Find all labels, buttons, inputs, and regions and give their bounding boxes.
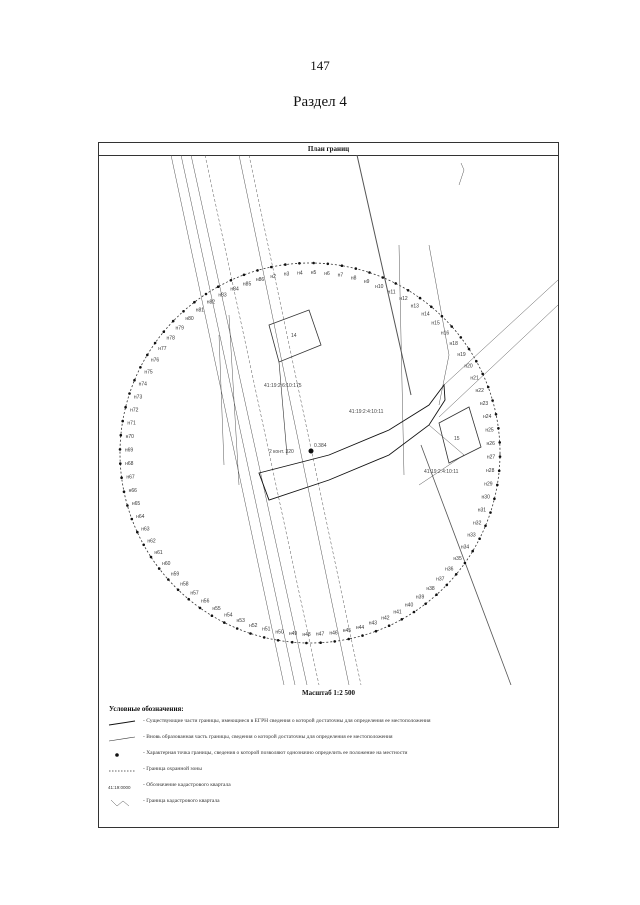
boundary-point bbox=[205, 293, 208, 296]
boundary-point bbox=[487, 386, 490, 389]
boundary-point bbox=[263, 636, 266, 639]
boundary-point bbox=[154, 342, 157, 345]
boundary-point bbox=[327, 263, 330, 266]
legend-item bbox=[107, 749, 547, 761]
legend-text: - Характерная точка границы, сведения о которой позволяют однозначно определить ее положение на местности bbox=[143, 750, 408, 756]
boundary-point-label: н40 bbox=[404, 602, 414, 609]
boundary-point bbox=[498, 470, 501, 473]
legend-item bbox=[107, 781, 547, 793]
road-line bbox=[439, 305, 558, 417]
boundary-point-label: н66 bbox=[128, 487, 137, 494]
road-line bbox=[421, 445, 511, 685]
point-code-label: 0.384 bbox=[314, 443, 327, 449]
boundary-point-label: н23 bbox=[479, 401, 489, 407]
boundary-point bbox=[139, 366, 142, 369]
boundary-point-label: н54 bbox=[224, 612, 233, 619]
section-title: Раздел 4 bbox=[293, 94, 347, 110]
boundary-point-label: н73 bbox=[133, 394, 143, 401]
boundary-point-label: н25 bbox=[485, 427, 494, 434]
boundary-point bbox=[249, 632, 252, 635]
boundary-point bbox=[341, 264, 344, 267]
boundary-point-label: н29 bbox=[484, 481, 493, 488]
boundary-point bbox=[256, 269, 259, 272]
boundary-point bbox=[150, 556, 153, 559]
road-line bbox=[229, 315, 239, 485]
boundary-point bbox=[499, 455, 502, 458]
boundary-point bbox=[133, 379, 136, 382]
boundary-point bbox=[471, 550, 474, 553]
parcel-b bbox=[439, 407, 481, 463]
boundary-point-label: н35 bbox=[453, 555, 462, 562]
boundary-point-label: н38 bbox=[426, 586, 435, 592]
boundary-point bbox=[424, 603, 427, 606]
boundary-point-label: н10 bbox=[375, 283, 384, 290]
parcel-a-label: 14 bbox=[291, 333, 297, 339]
boundary-point-label: н50 bbox=[275, 629, 284, 636]
boundary-point bbox=[298, 262, 301, 265]
boundary-point-label: н59 bbox=[170, 571, 180, 578]
boundary-point bbox=[435, 593, 438, 596]
page-number: 147 bbox=[310, 58, 330, 73]
boundary-point bbox=[401, 618, 404, 621]
boundary-point-label: н27 bbox=[486, 454, 496, 461]
legend-title: Условные обозначения: bbox=[109, 705, 184, 713]
boundary-point bbox=[211, 614, 214, 617]
boundary-point-label: н57 bbox=[190, 590, 199, 597]
boundary-point bbox=[223, 621, 226, 624]
boundary-point bbox=[119, 462, 122, 465]
legend-item bbox=[107, 717, 547, 729]
boundary-point-label: н74 bbox=[138, 381, 147, 388]
boundary-point-label: н2 bbox=[270, 273, 276, 280]
boundary-point-label: н7 bbox=[337, 272, 344, 279]
boundary-point-label: н15 bbox=[431, 320, 440, 327]
boundary-point bbox=[305, 642, 308, 645]
boundary-point-label: н43 bbox=[368, 620, 378, 627]
boundary-point bbox=[123, 490, 126, 493]
boundary-point-label: н9 bbox=[363, 279, 370, 286]
boundary-point bbox=[430, 306, 433, 309]
boundary-point bbox=[484, 525, 487, 528]
legend-text: - Вновь образованная часть границы, сведения о которой достаточны для определения ее местоположения bbox=[143, 734, 393, 740]
legend-item bbox=[107, 733, 547, 745]
solid-line-icon bbox=[107, 717, 137, 729]
boundary-point bbox=[491, 399, 494, 402]
boundary-point-label: н80 bbox=[185, 316, 194, 322]
boundary-point-label: н42 bbox=[381, 615, 390, 622]
new-boundary bbox=[259, 385, 445, 500]
point-note-label: 2 конт. 320 bbox=[269, 449, 294, 455]
boundary-point-label: н56 bbox=[201, 598, 210, 605]
legend-item bbox=[107, 765, 547, 777]
quarter-code-sample: 41:19:0000 bbox=[108, 785, 131, 790]
boundary-point bbox=[413, 611, 416, 614]
boundary-point bbox=[172, 320, 175, 323]
boundary-point bbox=[243, 274, 246, 277]
road-line bbox=[357, 155, 411, 395]
legend-text: - Существующие части границы, имеющиеся в ЕГРН сведения о которой достаточны для определения ее местоположения bbox=[143, 718, 431, 724]
boundary-point bbox=[455, 573, 458, 576]
boundary-point-label: н20 bbox=[464, 363, 473, 370]
boundary-point bbox=[158, 567, 161, 570]
boundary-point-label: н53 bbox=[236, 618, 245, 625]
boundary-point bbox=[355, 267, 358, 270]
boundary-point-label: н32 bbox=[473, 520, 482, 527]
boundary-point bbox=[312, 262, 315, 265]
boundary-point bbox=[493, 498, 496, 501]
road-line bbox=[459, 163, 464, 185]
boundary-point bbox=[284, 263, 287, 266]
boundary-point bbox=[230, 279, 233, 282]
boundary-point bbox=[126, 504, 129, 507]
boundary-point bbox=[475, 360, 478, 363]
boundary-point bbox=[368, 271, 371, 274]
boundary-point-label: н3 bbox=[283, 271, 290, 278]
boundary-point-label: н44 bbox=[355, 625, 365, 631]
boundary-point-label: н85 bbox=[242, 281, 252, 288]
boundary-point-label: н31 bbox=[477, 507, 487, 514]
boundary-point-label: н19 bbox=[457, 351, 466, 358]
boundary-point-label: н52 bbox=[249, 622, 258, 629]
boundary-point bbox=[146, 354, 149, 357]
boundary-point bbox=[441, 315, 444, 318]
boundary-point bbox=[375, 630, 378, 633]
legend-text: - Граница кадастрового квартала bbox=[143, 798, 220, 804]
boundary-point bbox=[388, 624, 391, 627]
boundary-point-label: н65 bbox=[131, 501, 141, 507]
boundary-point-label: н48 bbox=[302, 632, 311, 638]
boundary-point-label: н14 bbox=[421, 311, 430, 318]
boundary-point bbox=[177, 589, 180, 592]
boundary-point-label: н47 bbox=[315, 631, 325, 638]
boundary-point bbox=[361, 634, 364, 637]
boundary-point-label: н71 bbox=[127, 420, 136, 427]
legend-item bbox=[107, 797, 547, 809]
road-line bbox=[249, 155, 361, 685]
boundary-point bbox=[450, 325, 453, 328]
cadastral-code-b: 41:19:2:4:10:11 bbox=[349, 409, 384, 415]
boundary-point bbox=[489, 511, 492, 514]
boundary-point bbox=[319, 641, 322, 644]
boundary-point-label: н55 bbox=[212, 606, 221, 612]
boundary-point bbox=[419, 297, 422, 300]
boundary-point-label: н81 bbox=[195, 307, 205, 314]
boundary-point-label: н16 bbox=[440, 330, 450, 337]
boundary-point-label: н36 bbox=[445, 566, 454, 573]
boundary-point bbox=[481, 373, 484, 376]
road-strips bbox=[171, 155, 558, 685]
boundary-point bbox=[124, 406, 127, 409]
boundary-point-label: н76 bbox=[150, 357, 160, 364]
point-icon bbox=[107, 749, 137, 761]
boundary-point-label: н49 bbox=[288, 631, 298, 638]
boundary-point-label: н5 bbox=[310, 270, 317, 276]
center-point bbox=[309, 449, 314, 454]
boundary-point-label: н60 bbox=[162, 561, 171, 568]
boundary-point bbox=[131, 518, 134, 521]
boundary-point-label: н8 bbox=[350, 275, 357, 282]
boundary-point bbox=[167, 578, 170, 581]
boundary-point-label: н86 bbox=[255, 277, 265, 283]
plan-title: План границ bbox=[99, 143, 558, 156]
boundary-point-label: н72 bbox=[130, 407, 139, 414]
road-line bbox=[444, 280, 558, 385]
boundary-point-label: н83 bbox=[218, 292, 227, 299]
quarter-code-icon bbox=[107, 781, 137, 793]
road-line bbox=[171, 155, 284, 685]
boundary-point bbox=[498, 441, 501, 444]
quarter-boundary-icon bbox=[107, 797, 137, 809]
boundary-point bbox=[291, 641, 294, 644]
boundary-point-label: н21 bbox=[470, 375, 479, 382]
legend-text: - Граница охранной зоны bbox=[143, 766, 202, 772]
boundary-point-label: н82 bbox=[206, 299, 216, 306]
thin-line-icon bbox=[107, 733, 137, 745]
boundary-point bbox=[333, 640, 336, 643]
plan-drawing bbox=[99, 155, 558, 685]
boundary-point bbox=[193, 301, 196, 304]
boundary-point bbox=[478, 537, 481, 540]
boundary-point-label: н4 bbox=[297, 270, 303, 277]
road-line bbox=[191, 155, 307, 685]
boundary-point-label: н33 bbox=[467, 532, 476, 539]
boundary-point-label: н34 bbox=[460, 544, 470, 551]
boundary-point bbox=[119, 448, 122, 451]
boundary-point bbox=[217, 285, 220, 288]
boundary-point-label: н78 bbox=[166, 335, 175, 342]
boundary-point-label: н51 bbox=[262, 626, 271, 633]
boundary-point-label: н12 bbox=[399, 296, 408, 302]
boundary-point bbox=[446, 584, 449, 587]
boundary-point-label: н37 bbox=[436, 576, 445, 583]
boundary-point-label: н67 bbox=[126, 474, 135, 481]
boundary-point bbox=[120, 434, 123, 437]
boundary-point bbox=[496, 484, 499, 487]
boundary-point-label: н58 bbox=[180, 581, 189, 588]
boundary-point bbox=[277, 639, 280, 642]
dotted-line-icon bbox=[107, 765, 137, 777]
boundary-point-label: н6 bbox=[324, 270, 330, 277]
boundary-point bbox=[394, 282, 397, 285]
boundary-point bbox=[460, 336, 463, 339]
boundary-point bbox=[142, 544, 145, 547]
boundary-point-label: н63 bbox=[141, 526, 150, 533]
boundary-point-label: н69 bbox=[124, 447, 134, 454]
boundary-point-label: н24 bbox=[483, 414, 492, 421]
boundary-point bbox=[464, 562, 467, 565]
cadastral-code-a: 41:19:2:6:10:175 bbox=[264, 383, 302, 389]
plan-frame bbox=[98, 142, 559, 828]
boundary-point-label: н13 bbox=[410, 303, 419, 310]
boundary-point-label: н79 bbox=[175, 325, 184, 332]
boundary-point bbox=[407, 289, 410, 292]
boundary-point-label: н41 bbox=[393, 609, 402, 616]
boundary-point bbox=[495, 413, 498, 416]
boundary-point bbox=[121, 420, 124, 423]
boundary-point-label: н45 bbox=[342, 628, 352, 635]
boundary-point-label: н64 bbox=[136, 513, 145, 520]
boundary-point-label: н70 bbox=[125, 434, 134, 440]
boundary-point bbox=[270, 266, 273, 269]
boundary-point bbox=[347, 638, 350, 641]
boundary-point-label: н22 bbox=[475, 388, 484, 395]
boundary-point bbox=[497, 427, 500, 430]
boundary-point-label: н61 bbox=[154, 550, 163, 557]
boundary-point bbox=[187, 598, 190, 601]
parcel-b-label: 15 bbox=[454, 436, 460, 442]
boundary-line bbox=[279, 362, 287, 455]
road-line bbox=[236, 155, 349, 685]
boundary-point-label: н68 bbox=[125, 461, 134, 468]
boundary-point-label: н46 bbox=[329, 630, 338, 637]
road-line bbox=[181, 155, 295, 685]
boundary-point-label: н18 bbox=[449, 340, 458, 347]
cadastral-code-c: 41:19:2:4:10:11 bbox=[424, 469, 459, 475]
boundary-point bbox=[468, 348, 471, 351]
boundary-point-label: н39 bbox=[415, 594, 425, 601]
legend-text: - Обозначение кадастрового квартала bbox=[143, 782, 231, 788]
boundary-point-label: н11 bbox=[387, 289, 396, 296]
boundary-point-label: н62 bbox=[147, 538, 156, 545]
boundary-point bbox=[128, 392, 131, 395]
boundary-point bbox=[136, 531, 139, 534]
boundary-point bbox=[182, 310, 185, 313]
boundary-point bbox=[163, 330, 166, 333]
boundary-point-label: н77 bbox=[158, 346, 167, 353]
scale-label: Масштаб 1:2 500 bbox=[302, 689, 355, 697]
boundary-point bbox=[236, 627, 239, 630]
boundary-point-label: н26 bbox=[486, 440, 495, 447]
boundary-point-label: н30 bbox=[481, 494, 490, 501]
boundary-point-label: н28 bbox=[486, 468, 495, 474]
boundary-point bbox=[120, 476, 123, 479]
boundary-point bbox=[199, 607, 202, 610]
boundary-point-label: н84 bbox=[230, 286, 239, 293]
boundary-point-label: н75 bbox=[144, 369, 153, 376]
boundary-point bbox=[382, 276, 385, 279]
